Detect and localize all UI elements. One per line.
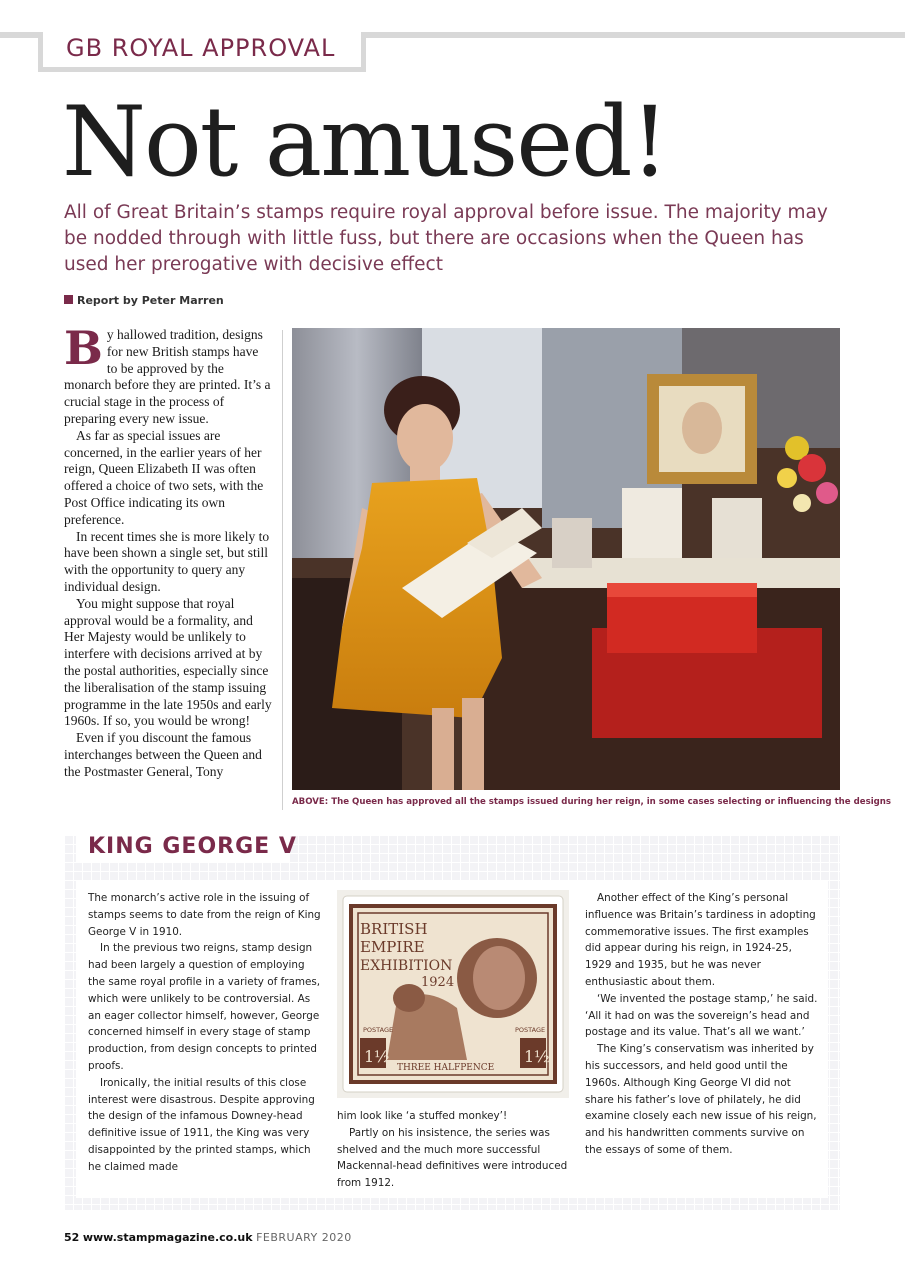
box-paragraph: him look like ‘a stuffed monkey’!: [337, 1110, 508, 1122]
byline-text: Report by Peter Marren: [77, 294, 224, 307]
box-paragraph: Ironically, the initial results of this close interest were disastrous. Despite approving the design of the infamous Downey-head definitive issue of 1911, the King was very disappointed by the printed stamps, which he claimed made: [88, 1076, 315, 1173]
column-divider: [282, 330, 283, 810]
section-label: GB ROYAL APPROVAL: [66, 34, 336, 62]
box-paragraph: ‘We invented the postage stamp,’ he said. ‘All it had on was the sovereign’s head and postage and its value. That’s all we want.’: [585, 992, 818, 1039]
box-paragraph: The King’s conservatism was inherited by his successors, and held good until the 1960s. Although King George VI did not share his father’s love of philately, he did examine closely each new issue of his reign, and his handwritten comments survive on the essays of some of them.: [585, 1043, 817, 1156]
body-paragraph: By hallowed tradition, designs for new British stamps have to be approved by the monarch before they are printed. It’s a crucial stage in the process of preparing every new issue.: [64, 321, 271, 426]
standfirst: All of Great Britain’s stamps require royal approval before issue. The majority may be nodded through with little fuss, but there are occasions when the Queen has used her prerogative with decisive effect: [64, 202, 828, 275]
box-paragraph: The monarch’s active role in the issuing of stamps seems to date from the reign of King George V in 1910.: [88, 892, 321, 938]
stamp-text-postage-right: POSTAGE: [515, 1026, 546, 1034]
byline-square-icon: [64, 295, 73, 304]
stamp-value-left: 1½: [364, 1047, 390, 1066]
body-paragraph: As far as special issues are concerned, in the earlier years of her reign, Queen Elizabeth II was often offered a choice of two sets, with the Post Office indicating its own preference.: [64, 427, 264, 527]
body-paragraph: You might suppose that royal approval would be a formality, and Her Majesty would be unlikely to interfere with decisions arrived at by the postal authorities, especially since the liberalisation of the stamp issuing programme in the late 1950s and early 1960s. If so, you would be wrong!: [64, 595, 272, 729]
footer-date: FEBRUARY 2020: [256, 1231, 352, 1244]
box-paragraph: Another effect of the King’s personal influence was Britain’s tardiness in adopting commemorative issues. The first examples did appear during his reign, in 1924-25, 1929 and 1935, but he was never enthusiastic about them.: [585, 892, 816, 988]
headline: Not amused!: [62, 86, 668, 198]
footer-url[interactable]: www.stampmagazine.co.uk: [82, 1231, 253, 1244]
stamp-text-british: BRITISH: [360, 920, 428, 938]
stamp-value-right: 1½: [524, 1047, 550, 1066]
box-column-1: [88, 890, 322, 1176]
sidebar-box-title: KING GEORGE V: [88, 834, 297, 859]
photo-caption: ABOVE: The Queen has approved all the stamps issued during her reign, in some cases selecting or influencing the designs: [292, 797, 892, 807]
page-footer: [64, 1231, 352, 1244]
queen-photo: [292, 328, 840, 790]
stamp-text-year: 1924: [421, 975, 455, 990]
stamp-text-empire: EMPIRE: [360, 938, 425, 956]
drop-cap: B: [64, 321, 103, 375]
body-paragraph: In recent times she is more likely to have been shown a single set, but still with the opportunity to query any individual design.: [64, 528, 270, 594]
stamp-text-postage-left: POSTAGE: [363, 1026, 394, 1034]
article-body-column: [64, 321, 272, 781]
box-paragraph: Partly on his insistence, the series was shelved and the much more successful Mackennal-head definitives were introduced from 1912.: [337, 1126, 568, 1190]
box-column-3: [585, 890, 819, 1159]
box-column-2: [337, 1108, 571, 1192]
queen-photo-illustration: [292, 328, 840, 790]
page-number: 52: [64, 1231, 80, 1244]
british-empire-exhibition-stamp: [337, 890, 569, 1098]
stamp-text-exhibition: EXHIBITION: [360, 958, 453, 974]
byline: [64, 294, 224, 307]
box-paragraph: In the previous two reigns, stamp design had been largely a question of employing the same royal profile in a variety of frames, which were unlikely to be controversial. As an eager collector himself, however, George concerned himself in every stage of stamp production, from design concepts to printed proofs.: [88, 942, 321, 1072]
stamp-text-value: THREE HALFPENCE: [397, 1063, 495, 1073]
body-paragraph: Even if you discount the famous interchanges between the Queen and the Postmaster General, Tony: [64, 730, 262, 779]
stamp-illustration: [337, 890, 569, 1098]
